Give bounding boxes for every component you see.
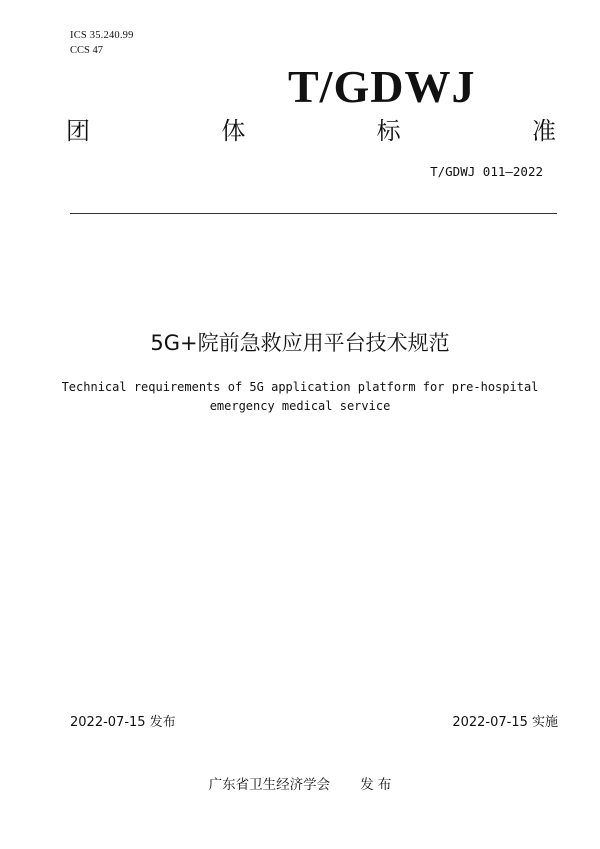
- standard-type-char: 标: [376, 117, 401, 145]
- issuer-action: 发 布: [360, 777, 392, 793]
- english-title-line: emergency medical service: [209, 399, 391, 413]
- header-divider: [70, 213, 557, 214]
- publish-date: 2022-07-15 发布: [70, 715, 176, 730]
- english-title-line: Technical requirements of 5G application platform for pre-hospital: [61, 380, 539, 394]
- standard-type-char: 团: [66, 117, 90, 145]
- document-title-chinese: 5G+院前急救应用平台技术规范: [150, 331, 450, 355]
- ics-code: ICS 35.240.99: [70, 30, 134, 41]
- standard-type-char: 准: [531, 117, 556, 145]
- implement-date: 2022-07-15 实施: [452, 715, 558, 730]
- ccs-code: CCS 47: [70, 45, 103, 56]
- standard-type-char: 体: [221, 117, 246, 145]
- standard-type: [66, 116, 556, 146]
- document-title-english: [40, 378, 560, 416]
- issuer-name: 广东省卫生经济学会: [208, 777, 331, 793]
- standard-number: T/GDWJ 011—2022: [430, 164, 543, 179]
- issuer: [0, 776, 600, 794]
- standard-logo: T/GDWJ: [288, 61, 476, 112]
